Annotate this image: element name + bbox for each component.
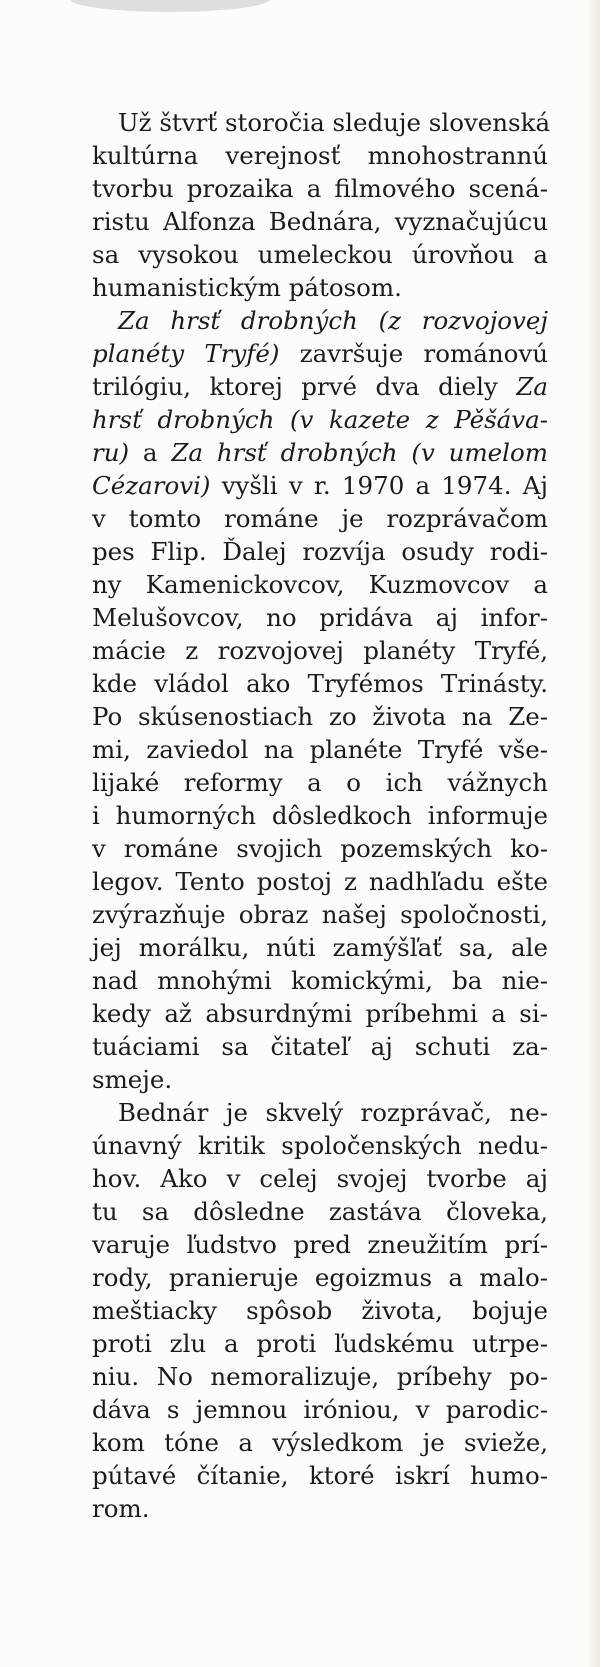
text-line xyxy=(92,304,548,337)
italic-title: hrsť drobných (v kazete z Pěšáva- xyxy=(92,405,548,434)
text-run: sa vysokou umeleckou úrovňou a xyxy=(92,240,548,269)
text-line xyxy=(92,1063,548,1096)
text-run: mi, zaviedol na planéte Tryfé vše- xyxy=(92,735,548,764)
text-run: tvorbu prozaika a filmového scená- xyxy=(92,174,548,203)
text-run: niu. No nemoralizuje, príbehy po- xyxy=(92,1362,548,1391)
text-line xyxy=(92,1492,548,1525)
page-right-edge xyxy=(586,0,600,1667)
text-line xyxy=(92,535,548,568)
text-line xyxy=(92,436,548,469)
text-line xyxy=(92,271,548,304)
text-line xyxy=(92,601,548,634)
text-line xyxy=(92,1162,548,1195)
text-run: únavný kritik spoločenských nedu- xyxy=(92,1131,548,1160)
text-run: rody, pranieruje egoizmus a malo- xyxy=(92,1263,548,1292)
text-run: proti zlu a proti ľudskému utrpe- xyxy=(92,1329,548,1358)
text-run: zvýrazňuje obraz našej spoločnosti, xyxy=(92,900,548,929)
text-run: humanistickým pátosom. xyxy=(92,273,402,302)
text-run: tu sa dôsledne zastáva človeka, xyxy=(92,1197,548,1226)
text-line xyxy=(92,766,548,799)
text-line xyxy=(92,667,548,700)
text-run: Po skúsenostiach zo života na Ze- xyxy=(92,702,548,731)
text-run: mácie z rozvojovej planéty Tryfé, xyxy=(92,636,548,665)
text-line xyxy=(92,799,548,832)
text-run: lijaké reformy a o ich vážnych xyxy=(92,768,548,797)
text-run: i humorných dôsledkoch informuje xyxy=(92,801,548,830)
text-run: Už štvrť storočia sleduje slovenská xyxy=(118,108,551,137)
text-line xyxy=(92,865,548,898)
text-line xyxy=(92,700,548,733)
text-line xyxy=(92,931,548,964)
text-line xyxy=(92,634,548,667)
text-run: a xyxy=(129,438,172,467)
text-line xyxy=(92,106,551,139)
text-run: ristu Alfonza Bednára, vyznačujúcu xyxy=(92,207,548,236)
text-run: kde vládol ako Tryfémos Trinásty. xyxy=(92,669,548,698)
text-run: završuje románovú xyxy=(279,339,548,368)
text-line xyxy=(92,469,548,502)
text-run: smeje. xyxy=(92,1065,173,1094)
text-line xyxy=(92,139,548,172)
text-line xyxy=(92,1360,548,1393)
text-run: meštiacky spôsob života, bojuje xyxy=(92,1296,548,1325)
text-line xyxy=(92,898,548,931)
page-top-shadow xyxy=(70,0,270,12)
text-run: hov. Ako v celej svojej tvorbe aj xyxy=(92,1164,548,1193)
text-line xyxy=(92,1426,548,1459)
text-run: v tomto románe je rozprávačom xyxy=(92,504,548,533)
text-run: legov. Tento postoj z nadhľadu ešte xyxy=(92,867,548,896)
text-line xyxy=(92,205,548,238)
body-text xyxy=(92,106,551,1525)
italic-title: Za hrsť drobných (z rozvojovej xyxy=(118,306,548,335)
text-line xyxy=(92,1459,548,1492)
text-line xyxy=(92,568,548,601)
text-line xyxy=(92,1327,548,1360)
text-run: kom tóne a výsledkom je svieže, xyxy=(92,1428,548,1457)
text-line xyxy=(92,1294,548,1327)
text-line xyxy=(92,370,548,403)
text-line xyxy=(92,403,548,436)
text-run: rom. xyxy=(92,1494,150,1523)
text-run: dáva s jemnou iróniou, v parodic- xyxy=(92,1395,548,1424)
text-line xyxy=(92,1228,548,1261)
text-line xyxy=(92,1393,548,1426)
text-run: Bednár je skvelý rozprávač, ne- xyxy=(118,1098,548,1127)
italic-title: Za hrsť drobných (v umelom xyxy=(171,438,548,467)
text-run: trilógiu, ktorej prvé dva diely xyxy=(92,372,517,401)
text-line xyxy=(92,172,548,205)
text-line xyxy=(92,1129,548,1162)
text-run: ny Kamenickovcov, Kuzmovcov a xyxy=(92,570,548,599)
text-run: Melušovcov, no pridáva aj infor- xyxy=(92,603,548,632)
text-line xyxy=(92,1261,548,1294)
text-run: v románe svojich pozemských ko- xyxy=(92,834,548,863)
italic-title: planéty Tryfé) xyxy=(92,339,280,368)
text-line xyxy=(92,1030,548,1063)
italic-title: ru) xyxy=(92,438,130,467)
text-run: pes Flip. Ďalej rozvíja osudy rodi- xyxy=(92,537,548,566)
text-run: pútavé čítanie, ktoré iskrí humo- xyxy=(92,1461,548,1490)
text-line xyxy=(92,1195,548,1228)
text-line xyxy=(92,832,548,865)
text-run: tuáciami sa čitateľ aj schuti za- xyxy=(92,1032,548,1061)
text-run: kultúrna verejnosť mnohostrannú xyxy=(92,141,548,170)
text-line xyxy=(92,733,548,766)
text-line xyxy=(92,337,548,370)
italic-title: Za xyxy=(516,372,548,401)
text-run: nad mnohými komickými, ba nie- xyxy=(92,966,548,995)
text-line xyxy=(92,1096,548,1129)
text-line xyxy=(92,502,548,535)
text-run: jej morálku, núti zamýšľať sa, ale xyxy=(92,933,548,962)
text-line xyxy=(92,997,548,1030)
text-line xyxy=(92,238,548,271)
text-run: vyšli v r. 1970 a 1974. Aj xyxy=(210,471,548,500)
text-run: kedy až absurdnými príbehmi a si- xyxy=(92,999,548,1028)
text-run: varuje ľudstvo pred zneužitím prí- xyxy=(92,1230,548,1259)
italic-title: Cézarovi) xyxy=(92,471,211,500)
text-line xyxy=(92,964,548,997)
